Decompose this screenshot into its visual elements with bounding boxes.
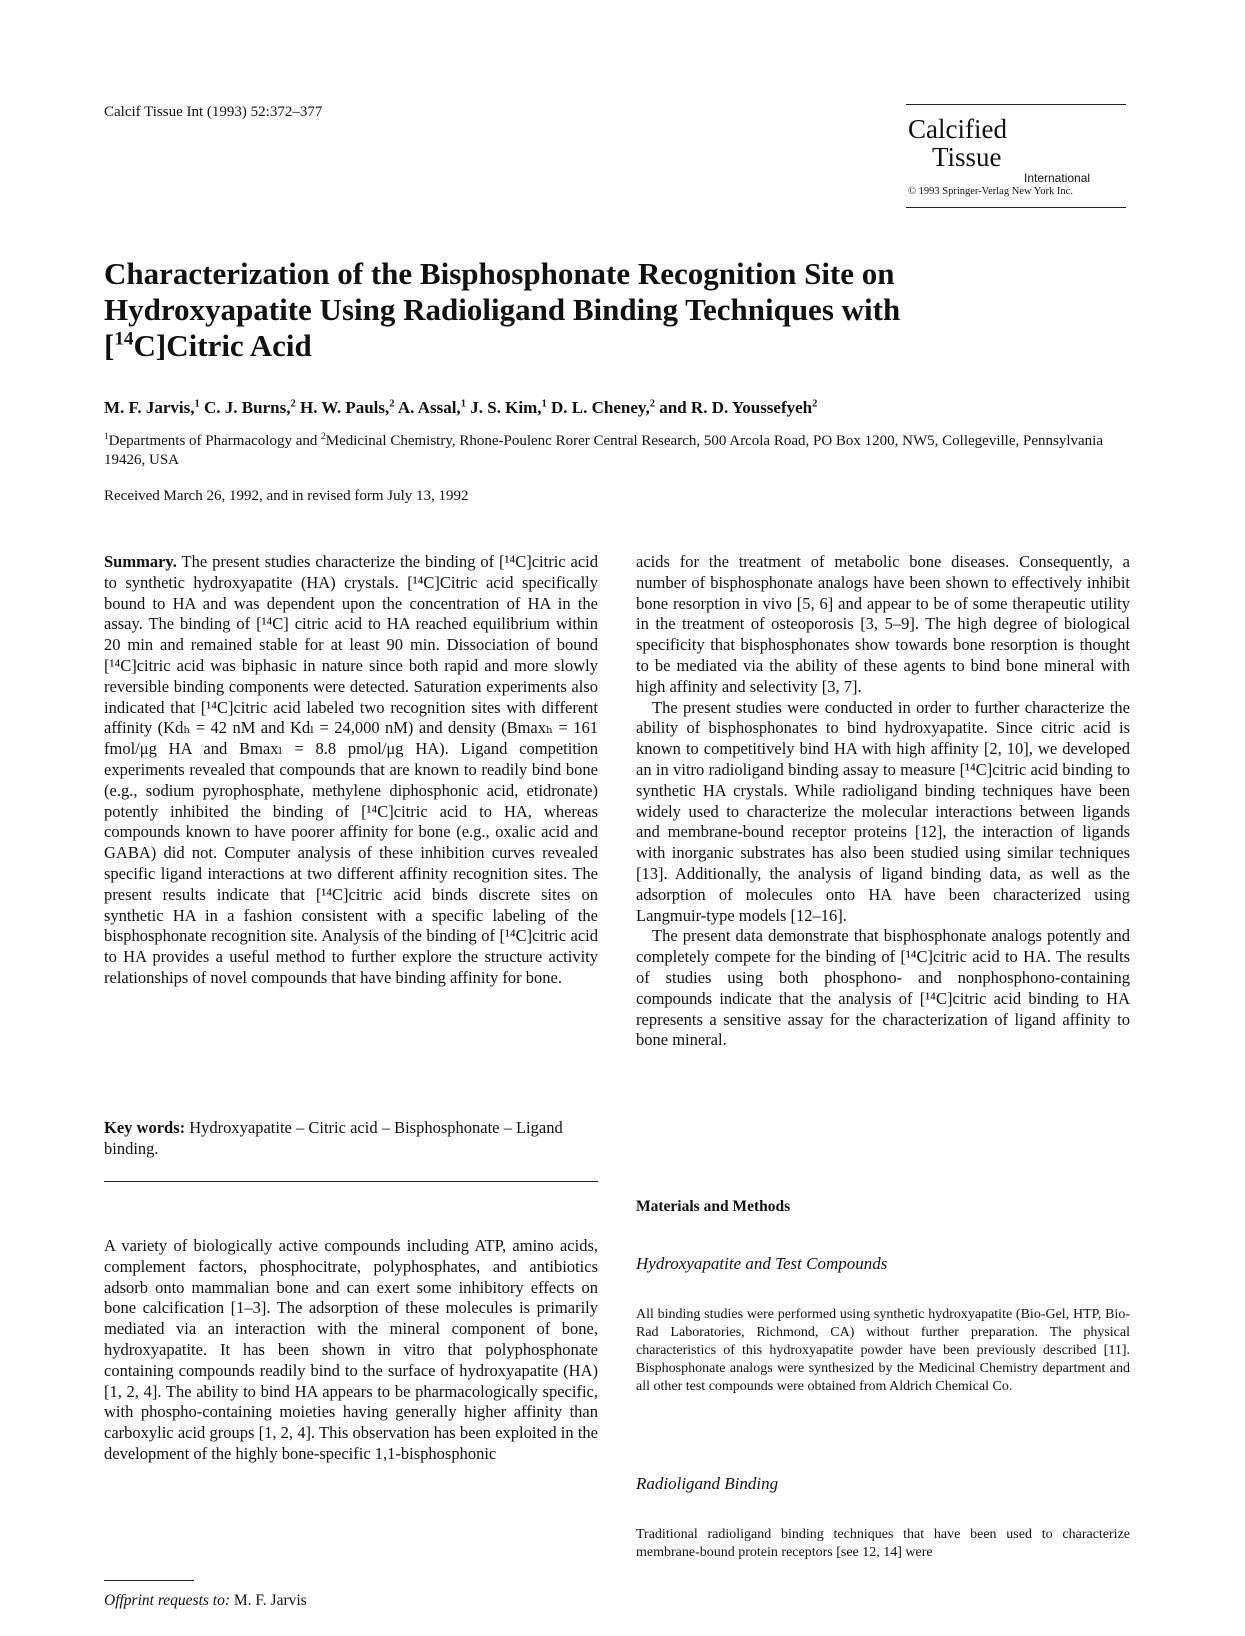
isotope-superscript: 14 — [114, 328, 134, 350]
author: and R. D. Youssefyeh$^2$ — [659, 398, 818, 417]
journal-logo — [906, 104, 1126, 208]
logo-top-rule — [906, 104, 1126, 105]
affiliations: $^1$Departments of Pharmacology and $^2$Medicinal Chemistry, Rhone-Poulenc Rorer Central Research, 500 Arcola Road, PO Box 1200, NW5, Collegeville, Pennsylvania 19426, USA — [104, 432, 1103, 468]
title-line: Characterization of the Bisphosphonate Recognition Site on — [104, 256, 895, 291]
keywords-label: Key words: — [104, 1118, 186, 1137]
keywords — [104, 1118, 598, 1160]
paragraph: The present studies were conducted in order to further characterize the ability of bisphosphonates to bind hydroxyapatite. Since citric acid is known to competitively bind HA with high affinity [2, 10], we developed an in vitro radioligand binding assay to measure [¹⁴C]citric acid binding to synthetic HA crystals. While radioligand binding techniques have been widely used to characterize the molecular interactions between ligands and membrane-bound receptor proteins [12], the interaction of ligands with inorganic substrates has also been studied using similar techniques [13]. Additionally, the analysis of ligand binding data, as well as the adsorption of molecules onto HA have been characterized using Langmuir-type models [12–16]. — [636, 697, 1130, 925]
abstract-divider — [104, 1181, 598, 1182]
intro-paragraph: A variety of biologically active compounds including ATP, amino acids, complement factors, phosphocitrate, polyphosphates, and antibiotics adsorb onto mammalian bone and can exert some inhibitory effects on bone calcification [1–3]. The adsorption of these molecules is primarily mediated via an interaction with the mineral component of bone, hydroxyapatite. It has been shown in vitro that polyphosphonate containing compounds readily bind to the surface of hydroxyapatite (HA) [1, 2, 4]. The ability to bind HA appears to be pharmacologically specific, with phospho-containing moieties having generally higher affinity than carboxylic acid groups [1, 2, 4]. This observation has been exploited in the development of the highly bone-specific 1,1-bisphosphonic — [104, 1236, 598, 1463]
logo-line-calcified: Calcified — [908, 114, 1007, 144]
logo-line-international: International — [1024, 171, 1091, 185]
logo-bottom-rule — [906, 207, 1126, 208]
title-line: Hydroxyapatite Using Radioligand Binding Techniques with — [104, 292, 901, 327]
logo-line-tissue: Tissue — [932, 142, 1002, 172]
methods-paragraph: Traditional radioligand binding techniques that have been used to characterize membrane-bound protein receptors [see 12, 14] were — [636, 1527, 1130, 1560]
title-line: [$^{14}$C]Citric Acid — [104, 328, 312, 363]
journal-citation: Calcif Tissue Int (1993) 52:372–377 — [104, 104, 323, 120]
author: M. F. Jarvis,$^1$ — [104, 398, 200, 417]
author: A. Assal,$^1$ — [397, 398, 466, 417]
author: D. L. Cheney,$^2$ — [551, 398, 656, 417]
summary-label: Summary. — [104, 552, 177, 571]
methods-paragraph: All binding studies were performed using synthetic hydroxyapatite (Bio-Gel, HTP, Bio-Rad Laboratories, Richmond, CA) without further preparation. The physical characteristics of this hydroxyapatite powder have been previously described [11]. Bisphosphonate analogs were synthesized by the Medicinal Chemistry department and all other test compounds were obtained from Aldrich Chemical Co. — [636, 1307, 1130, 1394]
intro-right-text — [636, 552, 1130, 1051]
author: C. J. Burns,$^2$ — [204, 398, 296, 417]
summary-text: The present studies characterize the binding of [¹⁴C]citric acid to synthetic hydroxyapatite (HA) crystals. [¹⁴C]Citric acid specifically bound to HA and was dependent upon the concentration of HA in the assay. The binding of [¹⁴C] citric acid to HA reached equilibrium within 20 min and remained stable for at least 90 min. Dissociation of bound [¹⁴C]citric acid was biphasic in nature since both rapid and more slowly reversible binding components were detected. Saturation experiments also indicated that [¹⁴C]citric acid labeled two recognition sites with different affinity (Kdₕ = 42 nM and Kdₗ = 24,000 nM) and density (Bmaxₕ = 161 fmol/μg HA and Bmaxₗ = 8.8 pmol/μg HA). Ligand competition experiments revealed that compounds that are known to readily bind bone (e.g., sodium pyrophosphate, methylene diphosphonic acid, etidronate) potently inhibited the binding of [¹⁴C]citric acid to HA, whereas compounds known to have poorer affinity for bone (e.g., oxalic acid and GABA) did not. Computer analysis of these inhibition curves revealed specific ligand interactions at two different affinity recognition sites. The present results indicate that [¹⁴C]citric acid binds discrete sites on synthetic HA in a fashion consistent with a specific labeling of the bisphosphonate recognition site. Analysis of the binding of [¹⁴C]citric acid to HA provides a useful method to further explore the structure activity relationships of novel compounds that have binding affinity for bone. — [104, 552, 599, 987]
offprint-name: M. F. Jarvis — [233, 1592, 307, 1609]
section-heading: Materials and Methods — [636, 1198, 791, 1215]
author-list — [104, 398, 817, 418]
offprint-label: Offprint requests to: — [104, 1592, 231, 1609]
paragraph: The present data demonstrate that bisphosphonate analogs potently and completely compete for the binding of [¹⁴C]citric acid to HA. The results of studies using both phosphono- and nonphosphono-containing compounds indicate that the analysis of [¹⁴C]citric acid binding to HA represents a sensitive assay for the characterization of ligand affinity to bone mineral. — [636, 926, 1130, 1050]
summary-abstract — [104, 552, 598, 989]
offprint-footnote — [104, 1592, 307, 1610]
article-title — [104, 256, 1124, 364]
footnote-rule — [104, 1580, 194, 1581]
author: J. S. Kim,$^1$ — [470, 398, 547, 417]
subsection-heading: Radioligand Binding — [636, 1474, 779, 1493]
logo-copyright: © 1993 Springer-Verlag New York Inc. — [908, 186, 1073, 197]
title-line-text: C]Citric Acid — [133, 328, 312, 363]
subsection-heading: Hydroxyapatite and Test Compounds — [636, 1254, 888, 1273]
author: H. W. Pauls,$^2$ — [299, 398, 395, 417]
keywords-text: Hydroxyapatite – Citric acid – Bisphosphonate – Ligand binding. — [104, 1118, 563, 1158]
received-dates: Received March 26, 1992, and in revised form July 13, 1992 — [104, 488, 469, 504]
paragraph: acids for the treatment of metabolic bone diseases. Consequently, a number of bisphosphonate analogs have been shown to effectively inhibit bone resorption in vivo [5, 6] and appear to be of some therapeutic utility in the treatment of osteoporosis [3, 5–9]. The high degree of biological specificity that bisphosphonates show towards bone resorption is thought to be mediated via the ability of these agents to bind bone mineral with high affinity and selectivity [3, 7]. — [636, 552, 1130, 696]
